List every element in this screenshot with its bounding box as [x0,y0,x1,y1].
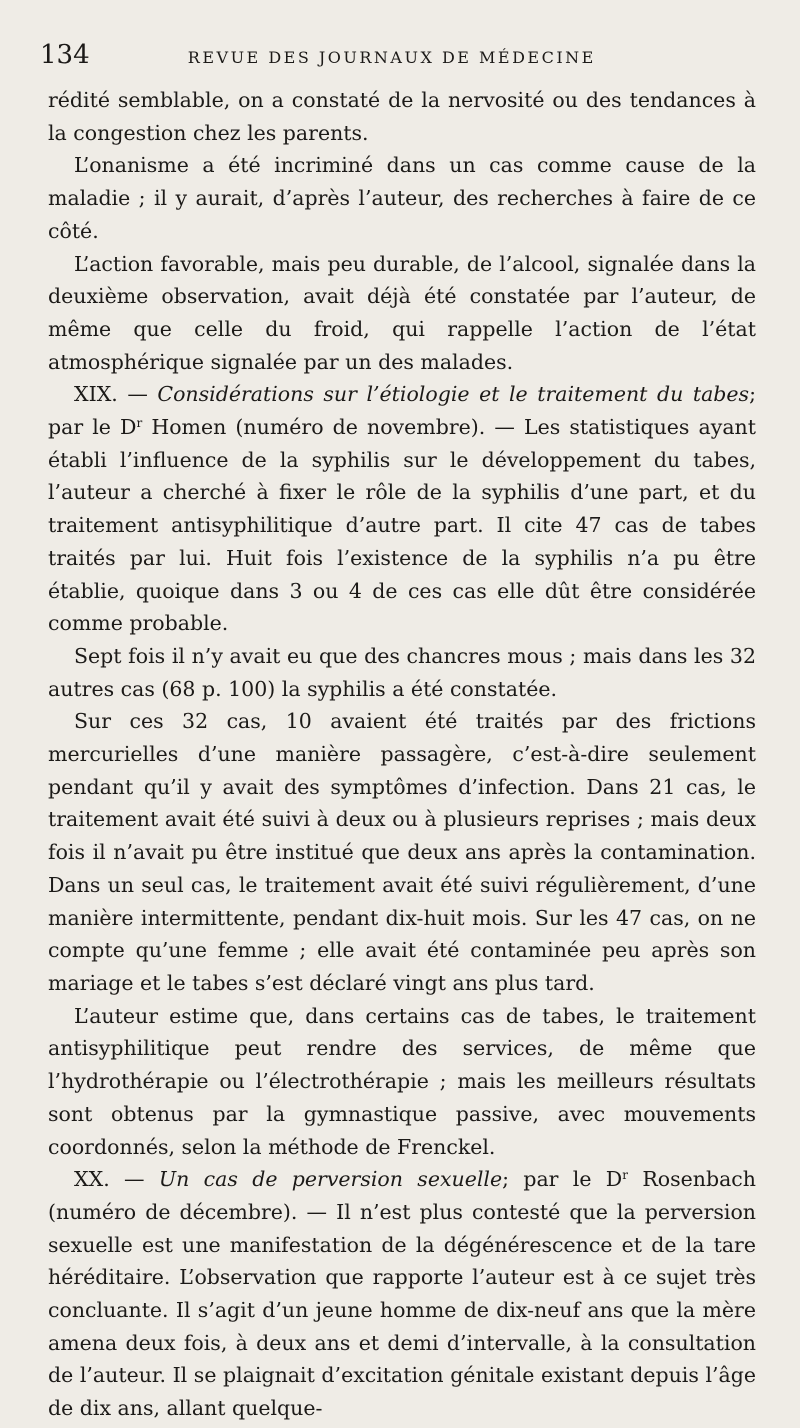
article-xx-number: XX. — [74,1167,159,1192]
paragraph-alcool: L’action favorable, mais peu durable, de l’alcool, signalée dans la deuxième observation, avait déjà été constatée par l’auteur, de même que celle du froid, qui rappelle l’action de l’état atmosphérique signalée par un des malades. [48,251,756,374]
running-title: REVUE DES JOURNAUX DE MÉDECINE [187,48,596,67]
article-xx-text: Rosenbach (numéro de décembre). — Il n’est plus contesté que la perversion sexuelle est une manifestation de la dégénérescence et de la tare héréditaire. L’observation que rapporte l’auteur est à ce sujet très concluante. Il s’agit d’un jeune homme de dix-neuf ans que la mère amena deux fois, à deux ans et demi d’intervalle, à la consultation de l’auteur. Il se plaignait d’excitation génitale existant depuis l’âge de dix ans, allant quelque- [48,1167,756,1421]
article-xx-byline-sup: r [622,1168,628,1183]
article-xix-number: XIX. — [74,382,158,407]
article-xx-title: Un cas de perversion sexuelle [158,1167,503,1192]
paragraph-chancres: Sept fois il n’y avait eu que des chancres mous ; mais dans les 32 autres cas (68 p. 100) la syphilis a été constatée. [48,643,756,701]
paragraph-conclusion: L’auteur estime que, dans certains cas de tabes, le traitement antisyphilitique peut rendre des services, de même que l’hydrothérapie ou l’électrothérapie ; mais les meilleurs résultats sont obtenus par la gymnastique passive, avec mouvements coordonnés, selon la méthode de Frenckel. [48,1003,756,1159]
article-xix [48,378,756,640]
page-header [40,40,754,74]
paragraph-continuation: rédité semblable, on a constaté de la nervosité ou des tendances à la congestion chez les parents. [48,88,756,145]
article-xix-byline: ; par le D [48,382,756,440]
article-xix-title: Considérations sur l’étiologie et le traitement du tabes [157,382,750,407]
paragraph-frictions: Sur ces 32 cas, 10 avaient été traités par des frictions mercurielles d’une manière passagère, c’est-à-dire seulement pendant qu’il y avait des symptômes d’infection. Dans 21 cas, le traitement avait été suivi à deux ou à plusieurs reprises ; mais deux fois il n’avait pu être institué que deux ans après la contamination. Dans un seul cas, le traitement avait été suivi régulièrement, d’une manière intermittente, pendant dix-huit mois. Sur les 47 cas, on ne compte qu’une femme ; elle avait été contaminée peu après son mariage et le tabes s’est déclaré vingt ans plus tard. [48,709,756,995]
body-text [48,84,756,1425]
article-xx [48,1163,756,1425]
paragraph-onanisme: L’onanisme a été incriminé dans un cas comme cause de la maladie ; il y aurait, d’après l’auteur, des recherches à faire de ce côté. [48,153,756,243]
article-xx-byline: ; par le D [502,1167,623,1192]
article-xix-text: Homen (numéro de novembre). — Les statistiques ayant établi l’influence de la syphilis sur le développement du tabes, l’auteur a cherché à fixer le rôle de la syphilis d’une part, et du traitement antisyphilitique d’autre part. Il cite 47 cas de tabes traités par lui. Huit fois l’existence de la syphilis n’a pu être établie, quoique dans 3 ou 4 de ces cas elle dût être considérée comme probable. [48,415,756,636]
page-number: 134 [40,40,90,70]
article-xix-byline-sup: r [136,416,143,431]
